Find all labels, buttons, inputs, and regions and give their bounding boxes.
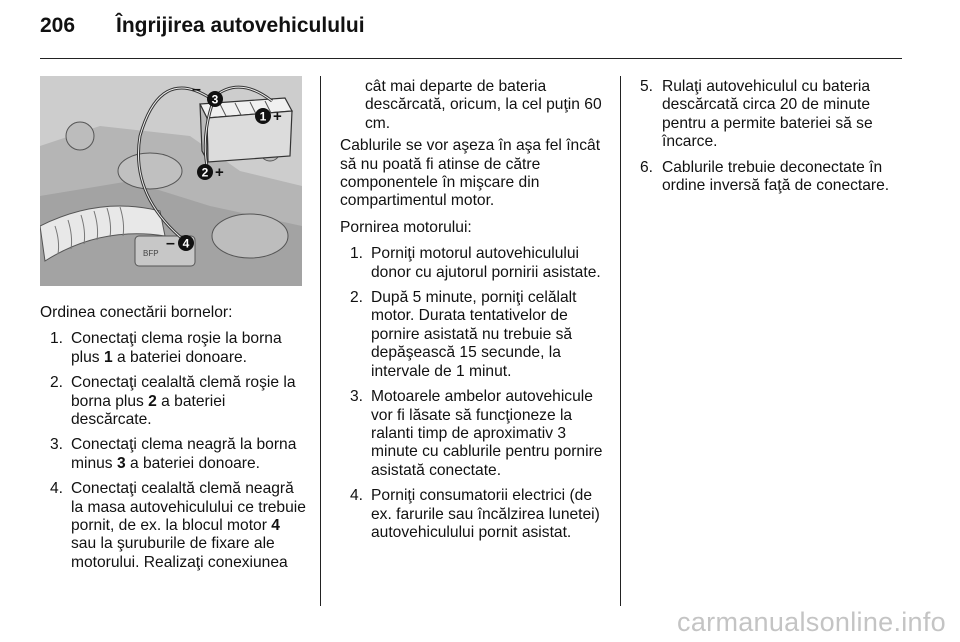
list-item <box>346 487 606 542</box>
column-divider-1 <box>320 76 321 606</box>
engine-plate-text: BFP <box>143 249 159 258</box>
connection-steps-list <box>46 330 308 572</box>
step-text: Cablurile trebuie deconectate în ordine inversă faţă de conectare. <box>662 158 890 195</box>
terminal-sign-4: – <box>166 235 175 252</box>
terminal-sign-2: + <box>215 164 224 181</box>
step-text: Conectaţi clema roşie la borna plus <box>71 330 282 366</box>
terminal-number: 4 <box>271 517 280 535</box>
page-header <box>40 14 900 60</box>
terminal-number: 2 <box>148 392 157 410</box>
step-text: După 5 minute, porniţi celălalt motor. Durata tentativelor de pornire asistată nu trebuie să depăşească 15 secunde, la intervale de 1 minut. <box>371 289 577 380</box>
terminal-number: 1 <box>103 348 113 366</box>
list-item <box>46 374 308 429</box>
engine-bay-drawing <box>40 76 302 286</box>
column-2 <box>340 78 606 549</box>
jump-start-illustration <box>40 76 302 286</box>
list-item <box>640 78 905 152</box>
list-item <box>46 480 308 572</box>
terminal-label-4: 4 <box>182 236 190 251</box>
step-number: 2. <box>50 374 64 392</box>
final-steps-list <box>640 78 905 195</box>
terminal-label-2: 2 <box>201 165 209 180</box>
column-3 <box>640 78 905 202</box>
continuation-text: cât mai departe de bateria descărcată, oricum, la cel puţin 60 cm. <box>365 78 602 132</box>
step-number: 1. <box>50 330 64 348</box>
step-text: Rulaţi autovehiculul cu bateria descărcată circa 20 de minute pentru a permite bateriei să se încarce. <box>662 78 873 151</box>
step-text: Conectaţi cealaltă clemă roşie la borna plus <box>71 374 296 410</box>
terminal-number: 3 <box>116 454 126 472</box>
step-number: 4. <box>350 487 364 505</box>
chapter-title: Îngrijirea autovehiculului <box>116 14 365 37</box>
step-number: 2. <box>350 289 364 307</box>
step-text: Porniţi motorul autovehiculului donor cu ajutorul pornirii asistate. <box>371 245 601 281</box>
terminal-sign-3: – <box>192 81 201 98</box>
starting-steps-list <box>346 245 606 542</box>
watermark: carmanualsonline.info <box>677 607 946 637</box>
terminal-sign-1: + <box>273 108 282 125</box>
header-rule <box>40 58 902 59</box>
step-text: sau la şuruburile de fixare ale motorului. Realizaţi conexiunea <box>71 535 288 571</box>
terminal-label-1: 1 <box>259 109 267 124</box>
step-text: Conectaţi clema neagră la borna minus <box>71 436 297 472</box>
step-text: Porniţi consumatorii electrici (de ex. farurile sau încălzirea lunetei) autovehiculului pornit asistat. <box>371 487 600 541</box>
step-number: 3. <box>350 388 364 406</box>
list-item <box>346 245 606 282</box>
terminal-label-3: 3 <box>211 92 219 107</box>
page-number: 206 <box>40 14 76 37</box>
step-number: 5. <box>640 78 654 95</box>
starting-heading: Pornirea motorului: <box>340 218 472 236</box>
step-number: 4. <box>50 480 64 498</box>
list-item <box>46 330 308 367</box>
step-text: a bateriei descărcate. <box>71 392 226 429</box>
step-number: 1. <box>350 245 364 263</box>
step-text: a bateriei donoare. <box>125 454 260 472</box>
step-text: Conectaţi cealaltă clemă neagră la masa autovehiculului ce trebuie pornit, de ex. la blocul motor <box>71 480 306 535</box>
list-item <box>46 436 308 473</box>
list-item <box>346 289 606 381</box>
column-divider-2 <box>620 76 621 606</box>
column-1 <box>40 304 308 579</box>
list-item <box>640 159 905 196</box>
step-number: 6. <box>640 158 654 176</box>
step-text: Motoarele ambelor autovehicule vor fi lăsate să funcţioneze la ralanti timp de aproximativ 3 minute cu cablurile pentru pornire asistată conectate. <box>371 388 603 479</box>
step-number: 3. <box>50 436 64 454</box>
step-text: a bateriei donoare. <box>112 348 248 366</box>
list-item <box>346 388 606 480</box>
connection-order-intro: Ordinea conectării bornelor: <box>40 304 233 321</box>
cable-routing-paragraph: Cablurile se vor aşeza în aşa fel încât să nu poată fi atinse de către componentele în mişcare din compartimentul motor. <box>340 137 601 210</box>
